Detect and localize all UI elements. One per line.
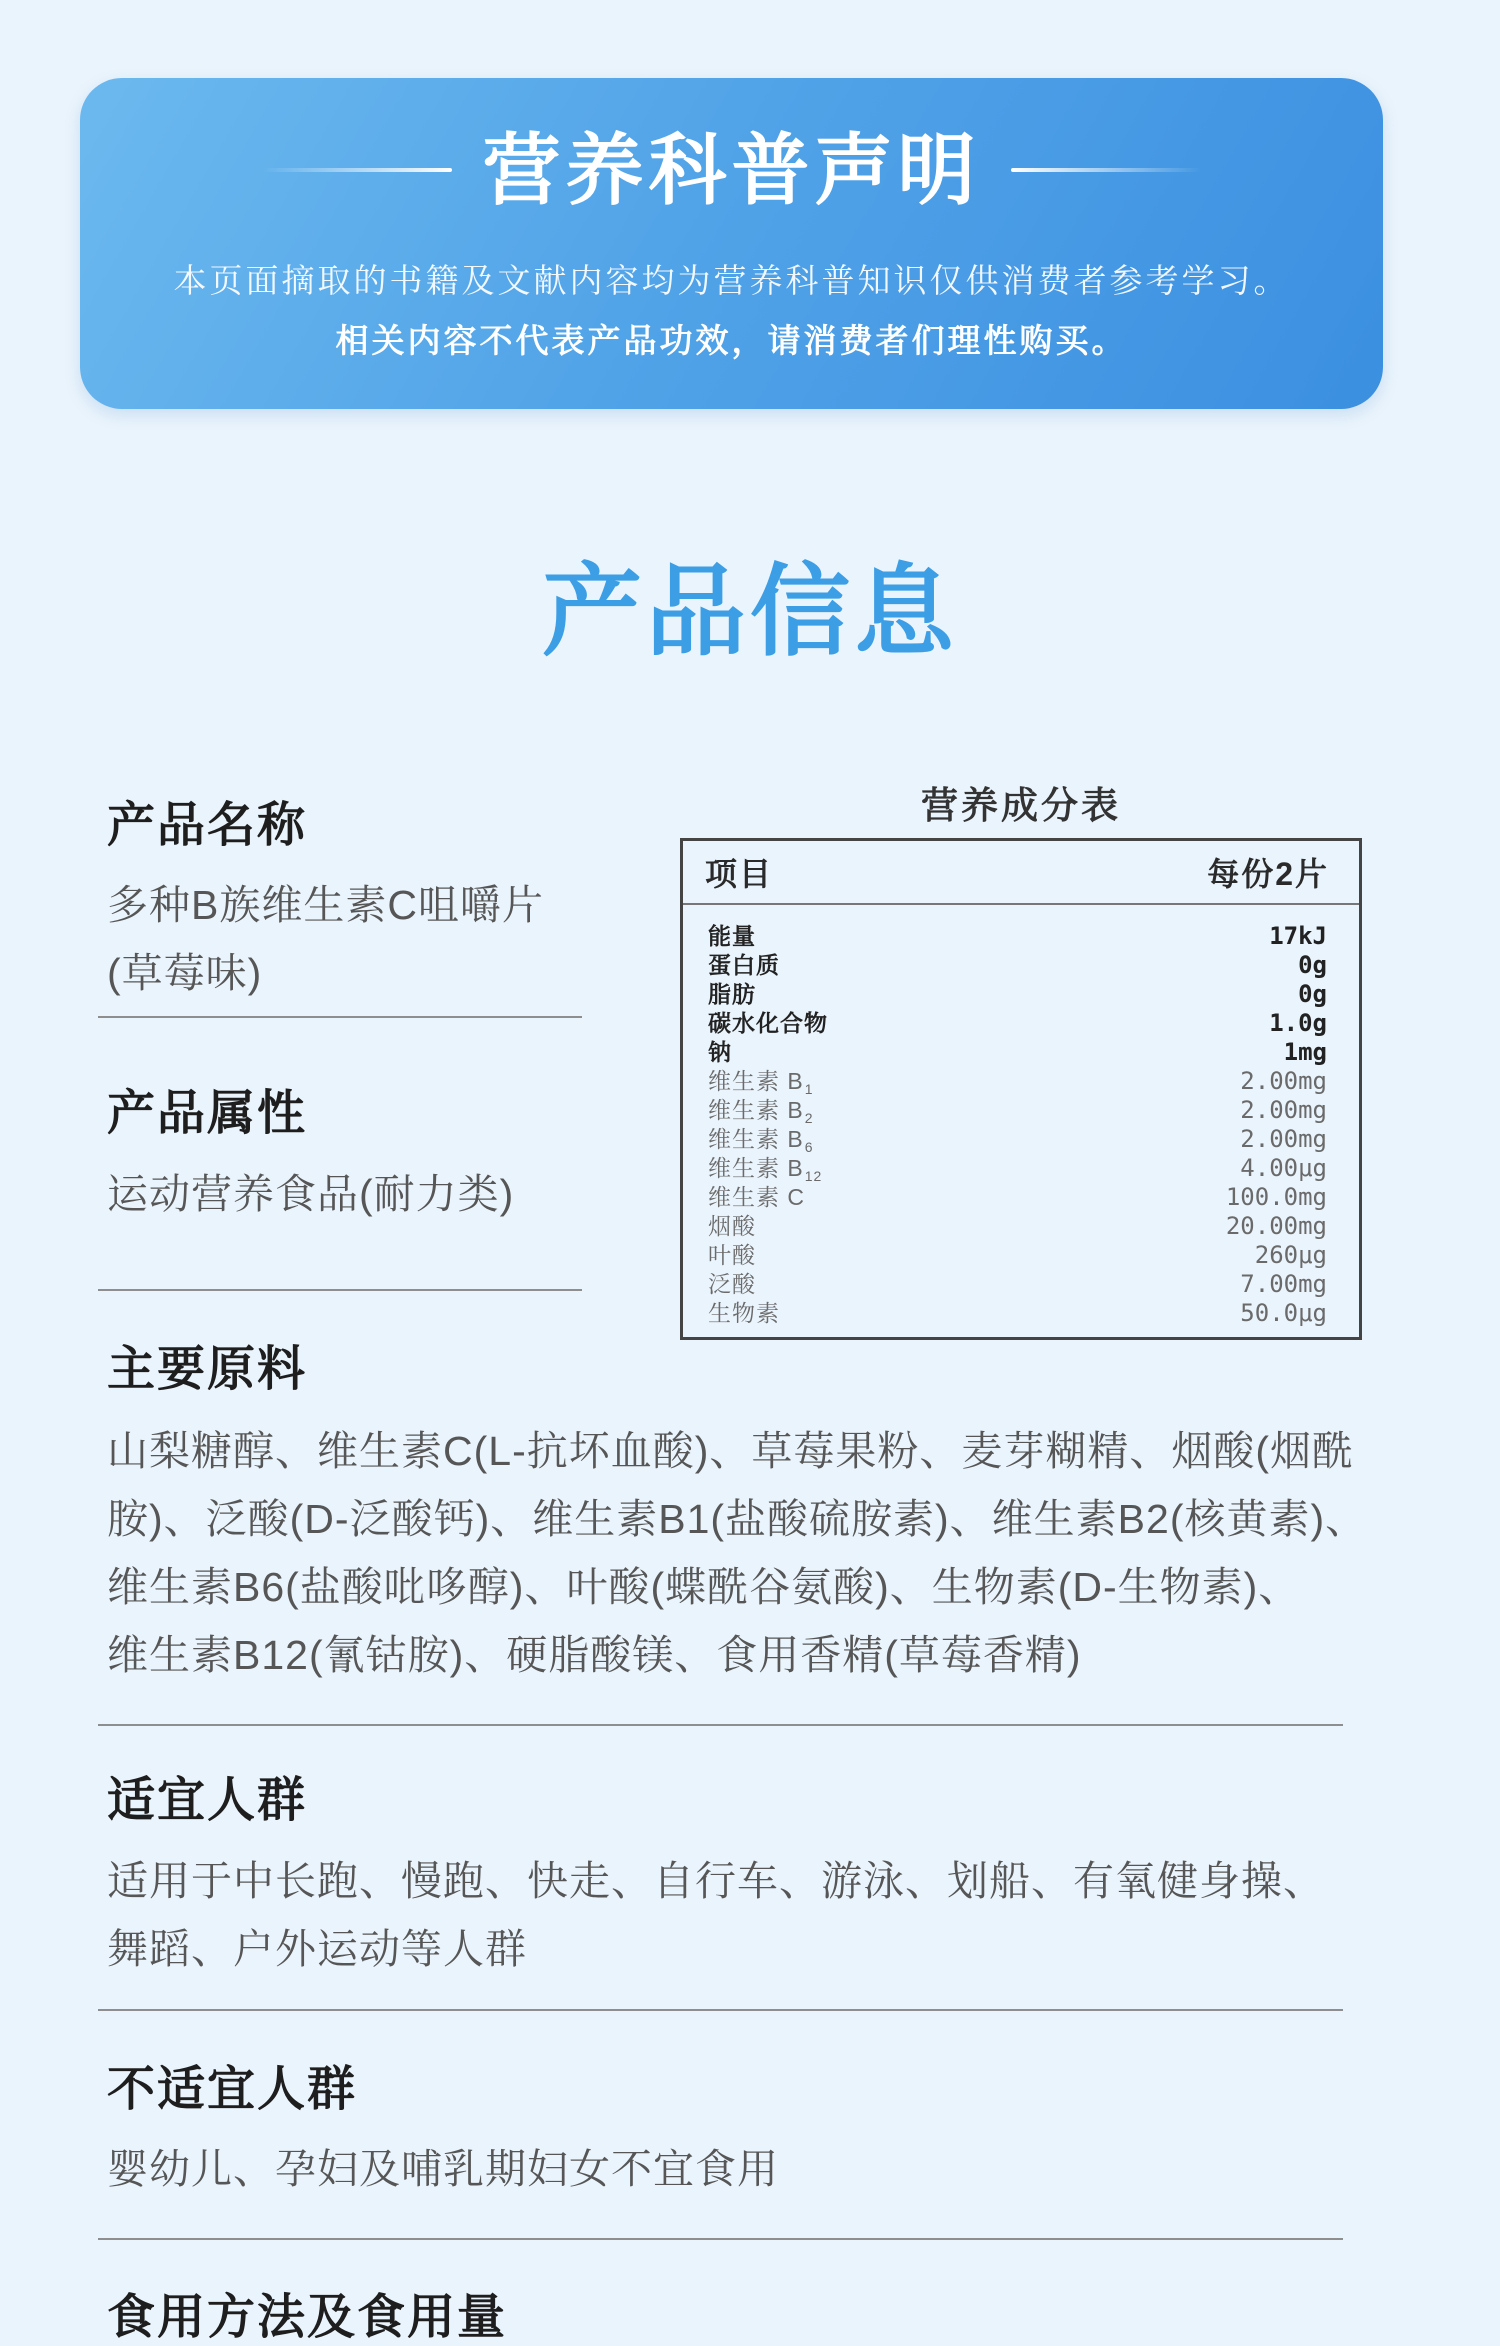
- table-row: [708, 980, 1327, 1009]
- usage-heading: 食用方法及食用量: [107, 2291, 508, 2344]
- nutrient-name: [708, 1096, 814, 1125]
- suitable-heading: 适宜人群: [107, 1774, 308, 1827]
- nutrient-name: [708, 1154, 822, 1183]
- product-name-line: (草莓味): [107, 950, 263, 996]
- nutrient-name: 生物素: [708, 1300, 780, 1326]
- banner-title: 营养科普声明: [482, 126, 981, 214]
- nutrient-name: 烟酸: [708, 1213, 756, 1239]
- nutrient-name: 维生素 C: [708, 1184, 805, 1210]
- product-name-heading: 产品名称: [107, 799, 308, 852]
- table-row: [708, 1212, 1327, 1241]
- product-name-line: 多种B族维生素C咀嚼片: [107, 882, 544, 928]
- banner-title-left-rule: [262, 168, 452, 172]
- nutrition-table-header: [705, 855, 1329, 893]
- nutrient-name-text: 维生素 B: [708, 1155, 804, 1181]
- nutrition-rows: [708, 922, 1327, 1328]
- nutrient-subscript: 6: [804, 1139, 814, 1155]
- header-rule: [683, 903, 1359, 905]
- nutrient-value: 2.00mg: [1240, 1096, 1327, 1124]
- divider: [98, 2238, 1343, 2240]
- product-type-value: 运动营养食品(耐力类): [107, 1171, 515, 1217]
- nutrient-value: 100.0mg: [1225, 1183, 1327, 1211]
- table-row: [708, 951, 1327, 980]
- ingredients-heading: 主要原料: [107, 1343, 308, 1396]
- suitable-text: [107, 1847, 1325, 1983]
- nutrition-table-title: 营养成分表: [921, 785, 1121, 826]
- table-row: [708, 1241, 1327, 1270]
- column-header-per-serving: 每份2片: [1207, 856, 1329, 892]
- divider: [98, 1016, 582, 1018]
- divider: [98, 2009, 1343, 2011]
- ingredients-line: 山梨糖醇、维生素C(L-抗坏血酸)、草莓果粉、麦芽糊精、烟酸(烟酰: [107, 1428, 1355, 1474]
- table-row: [708, 1299, 1327, 1328]
- nutrient-name: 泛酸: [708, 1271, 756, 1297]
- nutrient-name-text: 维生素 B: [708, 1068, 804, 1094]
- banner-title-right-rule: [1011, 168, 1201, 172]
- ingredients-text: [107, 1417, 1367, 1689]
- suitable-line: 舞蹈、户外运动等人群: [107, 1926, 527, 1972]
- unsuitable-heading: 不适宜人群: [107, 2063, 358, 2116]
- table-row: [708, 1183, 1327, 1212]
- suitable-line: 适用于中长跑、慢跑、快走、自行车、游泳、划船、有氧健身操、: [107, 1858, 1325, 1904]
- nutrient-name: 蛋白质: [708, 952, 780, 978]
- table-row: [708, 1154, 1327, 1183]
- product-info-title: 产品信息: [542, 556, 958, 668]
- divider: [98, 1724, 1343, 1726]
- nutrition-table: [680, 838, 1362, 1340]
- nutrient-name-text: 维生素 B: [708, 1126, 804, 1152]
- nutrient-value: 1.0g: [1269, 1009, 1327, 1037]
- nutrient-subscript: 12: [804, 1168, 823, 1184]
- nutrient-name-text: 维生素 B: [708, 1097, 804, 1123]
- unsuitable-line: 婴幼儿、孕妇及哺乳期妇女不宜食用: [107, 2146, 779, 2192]
- table-row: [708, 1125, 1327, 1154]
- nutrient-value: 2.00mg: [1240, 1125, 1327, 1153]
- nutrient-value: 0g: [1298, 951, 1327, 979]
- nutrient-value: 20.00mg: [1225, 1212, 1327, 1240]
- product-type-heading: 产品属性: [107, 1087, 308, 1140]
- nutrient-value: 260μg: [1254, 1241, 1327, 1269]
- nutrient-value: 4.00μg: [1240, 1154, 1327, 1182]
- nutrient-value: 1mg: [1283, 1038, 1327, 1066]
- ingredients-line: 维生素B6(盐酸吡哆醇)、叶酸(蝶酰谷氨酸)、生物素(D-生物素)、: [107, 1564, 1301, 1610]
- table-row: [708, 1038, 1327, 1067]
- nutrient-name: [708, 1067, 814, 1096]
- nutrient-value: 0g: [1298, 980, 1327, 1008]
- unsuitable-text: [107, 2135, 779, 2203]
- banner-line-2: 相关内容不代表产品功效，请消费者们理性购买。: [335, 322, 1128, 359]
- disclaimer-banner: [80, 78, 1383, 409]
- nutrient-value: 2.00mg: [1240, 1067, 1327, 1095]
- table-row: [708, 1270, 1327, 1299]
- nutrient-value: 17kJ: [1269, 922, 1327, 950]
- column-header-item: 项目: [705, 856, 774, 892]
- divider: [98, 1289, 582, 1291]
- nutrient-name: 脂肪: [708, 981, 756, 1007]
- nutrient-name: 碳水化合物: [708, 1010, 828, 1036]
- banner-title-row: [80, 125, 1383, 215]
- ingredients-line: 胺)、泛酸(D-泛酸钙)、维生素B1(盐酸硫胺素)、维生素B2(核黄素)、: [107, 1496, 1368, 1542]
- table-row: [708, 1009, 1327, 1038]
- nutrient-value: 50.0μg: [1240, 1299, 1327, 1327]
- table-row: [708, 1096, 1327, 1125]
- product-name-text: [107, 871, 544, 1007]
- table-row: [708, 1067, 1327, 1096]
- nutrient-subscript: 1: [804, 1081, 814, 1097]
- nutrient-name: 能量: [708, 923, 756, 949]
- nutrient-name: 叶酸: [708, 1242, 756, 1268]
- nutrient-value: 7.00mg: [1240, 1270, 1327, 1298]
- nutrient-subscript: 2: [804, 1110, 814, 1126]
- banner-line-1: 本页面摘取的书籍及文献内容均为营养科普知识仅供消费者参考学习。: [173, 262, 1290, 299]
- nutrient-name: 钠: [708, 1039, 732, 1065]
- nutrient-name: [708, 1125, 814, 1154]
- product-type-text: [107, 1160, 514, 1228]
- table-row: [708, 922, 1327, 951]
- ingredients-line: 维生素B12(氰钴胺)、硬脂酸镁、食用香精(草莓香精): [107, 1632, 1082, 1678]
